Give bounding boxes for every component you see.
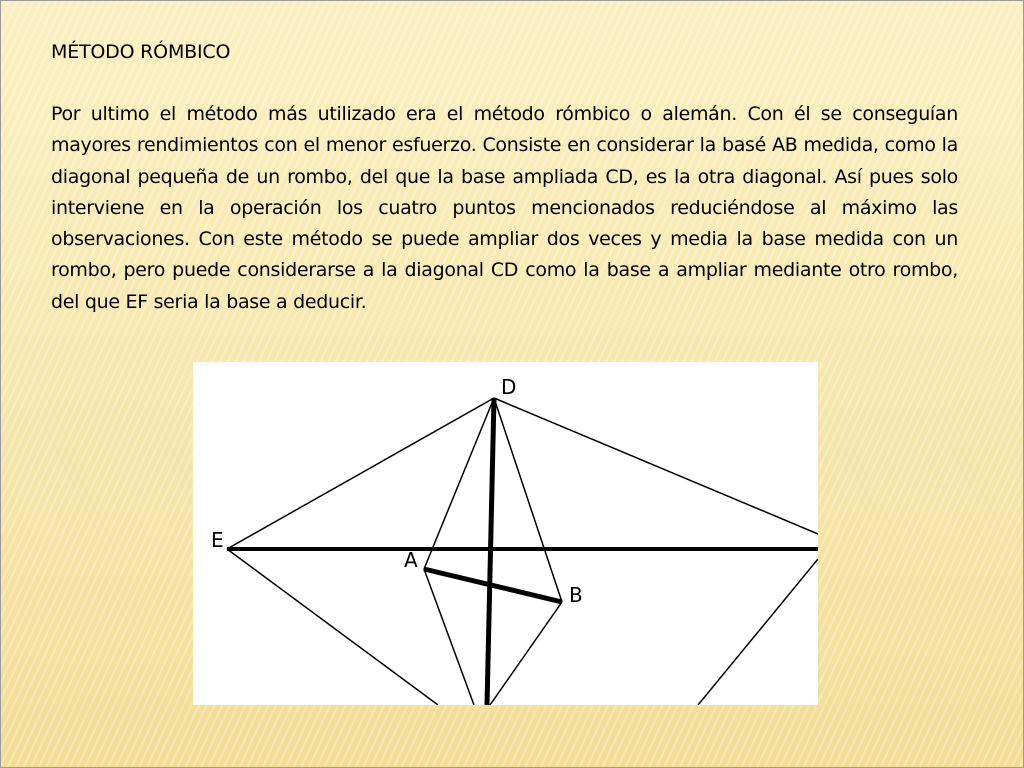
edge-e-d (227, 398, 494, 549)
edge-d-a (424, 398, 494, 569)
edge-d-b (494, 398, 562, 602)
edge-a-c (424, 569, 474, 705)
base-ab (424, 569, 562, 602)
edge-b-c (490, 602, 562, 705)
rhombus-method-diagram (193, 362, 818, 705)
edge-f-c (698, 559, 818, 705)
label-b: B (569, 583, 583, 607)
label-e: E (211, 528, 224, 552)
diagonal-cd (487, 398, 494, 705)
edge-e-c (227, 549, 438, 705)
label-a: A (404, 548, 418, 572)
slide-title: MÉTODO RÓMBICO (51, 41, 231, 63)
slide-paragraph: Por ultimo el método más utilizado era el método rómbico o alemán. Con él se conseguían mayores rendimientos con el menor esfuerzo. Consiste en considerar la basé AB medida, como la diagonal pequeña de un rombo, del que la base ampliada CD, es la otra diagonal. Así pues solo interviene en la operación los cuatro puntos mencionados reduciéndose al máximo las observaciones. Con este método se puede ampliar dos veces y media la base medida con un rombo, pero puede considerarse a la diagonal CD como la base a ampliar mediante otro rombo, del que EF seria la base a deducir. (51, 103, 958, 313)
edge-d-f (494, 398, 818, 534)
diagram-svg (193, 362, 818, 705)
label-d: D (501, 375, 517, 399)
